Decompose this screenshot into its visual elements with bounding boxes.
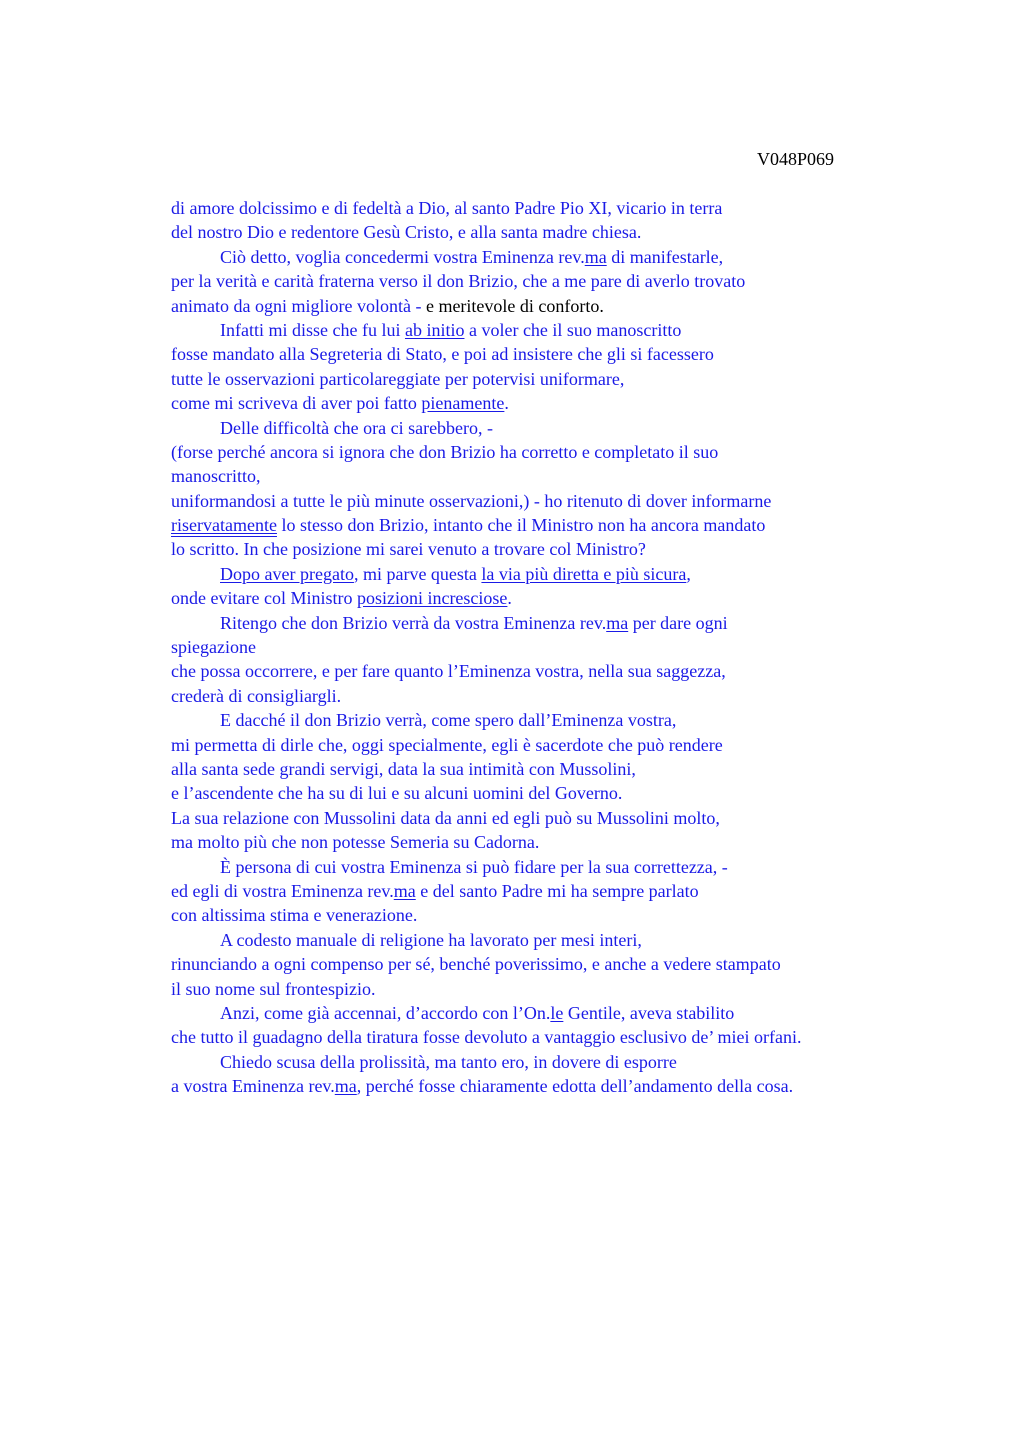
text-segment: spiegazione — [171, 637, 256, 658]
text-segment: , — [686, 563, 691, 584]
text-line — [171, 830, 1001, 854]
text-segment: ed egli di vostra Eminenza rev. — [171, 880, 394, 901]
text-segment: uniformandosi a tutte le più minute osservazioni,) - ho ritenuto di dover informarne — [171, 490, 772, 511]
text-line — [171, 464, 1001, 488]
text-line — [171, 513, 1001, 537]
text-segment: Chiedo scusa della prolissità, ma tanto ero, in dovere di esporre — [220, 1051, 677, 1072]
text-segment: tutte le osservazioni particolareggiate per potervisi uniformare, — [171, 368, 625, 389]
underlined-text: ma — [334, 1076, 357, 1097]
text-segment: a voler che il suo manoscritto — [464, 319, 682, 340]
text-segment: che tutto il guadagno della tiratura fosse devoluto a vantaggio esclusivo de’ miei orfani. — [171, 1027, 802, 1048]
text-line — [171, 440, 1001, 464]
text-segment: ma molto più che non potesse Semeria su Cadorna. — [171, 832, 540, 853]
underlined-text: ab initio — [404, 319, 465, 340]
underlined-text: ma — [606, 612, 629, 633]
text-segment: Gentile, aveva stabilito — [563, 1002, 735, 1023]
text-segment: di amore dolcissimo e di fedeltà a Dio, al santo Padre Pio XI, vicario in terra — [171, 198, 723, 218]
text-segment: come mi scriveva di aver poi fatto — [171, 393, 422, 414]
text-segment: crederà di consigliargli. — [171, 685, 342, 706]
text-segment: . — [504, 393, 509, 414]
text-line — [171, 879, 1001, 903]
page-identifier: V048P069 — [757, 149, 835, 169]
text-segment: Delle difficoltà che ora ci sarebbero, - — [220, 417, 494, 438]
text-line — [171, 733, 1001, 757]
text-line — [171, 342, 1001, 366]
text-line — [171, 367, 1001, 391]
text-segment: Infatti mi disse che fu lui — [220, 319, 405, 340]
text-segment: lo scritto. In che posizione mi sarei venuto a trovare col Ministro? — [171, 539, 646, 560]
underlined-text: pienamente — [421, 393, 505, 414]
text-segment: per dare ogni — [628, 612, 728, 633]
text-segment: e meritevole di conforto. — [425, 295, 604, 316]
text-line — [171, 1001, 1001, 1025]
text-segment: a vostra Eminenza rev. — [171, 1076, 335, 1097]
text-segment: rinunciando a ogni compenso per sé, benché poverissimo, e anche a vedere stampato — [171, 954, 781, 975]
text-segment: Ritengo che don Brizio verrà da vostra Eminenza rev. — [220, 612, 607, 633]
text-line — [171, 586, 1001, 610]
text-segment: del nostro Dio e redentore Gesù Cristo, e alla santa madre chiesa. — [171, 222, 642, 243]
text-line — [171, 489, 1001, 513]
text-line — [171, 611, 1001, 635]
text-segment: di manifestarle, — [606, 246, 724, 267]
text-line — [171, 391, 1001, 415]
text-segment: (forse perché ancora si ignora che don Brizio ha corretto e completato il suo — [171, 441, 719, 462]
text-segment: E dacché il don Brizio verrà, come spero dall’Eminenza vostra, — [220, 710, 677, 731]
text-line — [171, 1074, 1001, 1098]
text-segment: , mi parve questa — [353, 563, 482, 584]
text-line — [171, 684, 1001, 708]
text-segment: alla santa sede grandi servigi, data la sua intimità con Mussolini, — [171, 758, 636, 779]
underlined-text: le — [550, 1002, 564, 1023]
text-line — [171, 1025, 1001, 1049]
text-segment: manoscritto, — [171, 466, 261, 487]
text-segment: , perché fosse chiaramente edotta dell’andamento della cosa. — [356, 1076, 794, 1097]
text-segment: onde evitare col Ministro — [171, 588, 357, 609]
text-segment: e l’ascendente che ha su di lui e su alcuni uomini del Governo. — [171, 783, 623, 804]
text-line — [171, 757, 1001, 781]
text-segment: La sua relazione con Mussolini data da anni ed egli può su Mussolini molto, — [171, 807, 720, 828]
text-line — [171, 318, 1001, 342]
text-line — [171, 269, 1001, 293]
underlined-text: la via più diretta e più sicura — [481, 563, 687, 584]
text-line — [171, 781, 1001, 805]
text-segment: e del santo Padre mi ha sempre parlato — [415, 880, 699, 901]
text-line — [171, 416, 1001, 440]
text-segment: con altissima stima e venerazione. — [171, 905, 418, 926]
text-line — [171, 952, 1001, 976]
text-line — [171, 294, 1001, 318]
text-line — [171, 196, 1001, 220]
text-segment: Anzi, come già accennai, d’accordo con l’On. — [220, 1002, 551, 1023]
text-line — [171, 903, 1001, 927]
text-line — [171, 806, 1001, 830]
text-line — [171, 1050, 1001, 1074]
text-segment: È persona di cui vostra Eminenza si può fidare per la sua correttezza, - — [220, 856, 728, 877]
text-segment: A codesto manuale di religione ha lavorato per mesi interi, — [220, 929, 642, 950]
text-line — [171, 977, 1001, 1001]
text-segment: mi permetta di dirle che, oggi specialmente, egli è sacerdote che può rendere — [171, 734, 723, 755]
text-line — [171, 537, 1001, 561]
text-line — [171, 659, 1001, 683]
text-segment: animato da ogni migliore volontà - — [171, 295, 426, 316]
underlined-text: posizioni incresciose — [356, 588, 508, 609]
text-segment: lo stesso don Brizio, intanto che il Ministro non ha ancora mandato — [276, 515, 766, 536]
text-segment: che possa occorrere, e per fare quanto l’Eminenza vostra, nella sua saggezza, — [171, 661, 726, 682]
underlined-text: ma — [393, 880, 416, 901]
text-line — [171, 708, 1001, 732]
text-line — [171, 562, 1001, 586]
text-line — [171, 635, 1001, 659]
text-segment: per la verità e carità fraterna verso il don Brizio, che a me pare di averlo trovato — [171, 271, 746, 292]
text-line — [171, 855, 1001, 879]
text-segment: il suo nome sul frontespizio. — [171, 978, 376, 999]
text-segment: Ciò detto, voglia concedermi vostra Eminenza rev. — [220, 246, 585, 267]
text-segment: . — [507, 588, 512, 609]
text-line — [171, 928, 1001, 952]
underlined-text: ma — [584, 246, 607, 267]
underlined-text: riservatamente — [171, 515, 277, 536]
text-line — [171, 245, 1001, 269]
letter-body — [171, 196, 1001, 1098]
text-segment: fosse mandato alla Segreteria di Stato, e poi ad insistere che gli si facessero — [171, 344, 714, 365]
text-line — [171, 220, 1001, 244]
underlined-text: Dopo aver pregato — [220, 563, 354, 584]
